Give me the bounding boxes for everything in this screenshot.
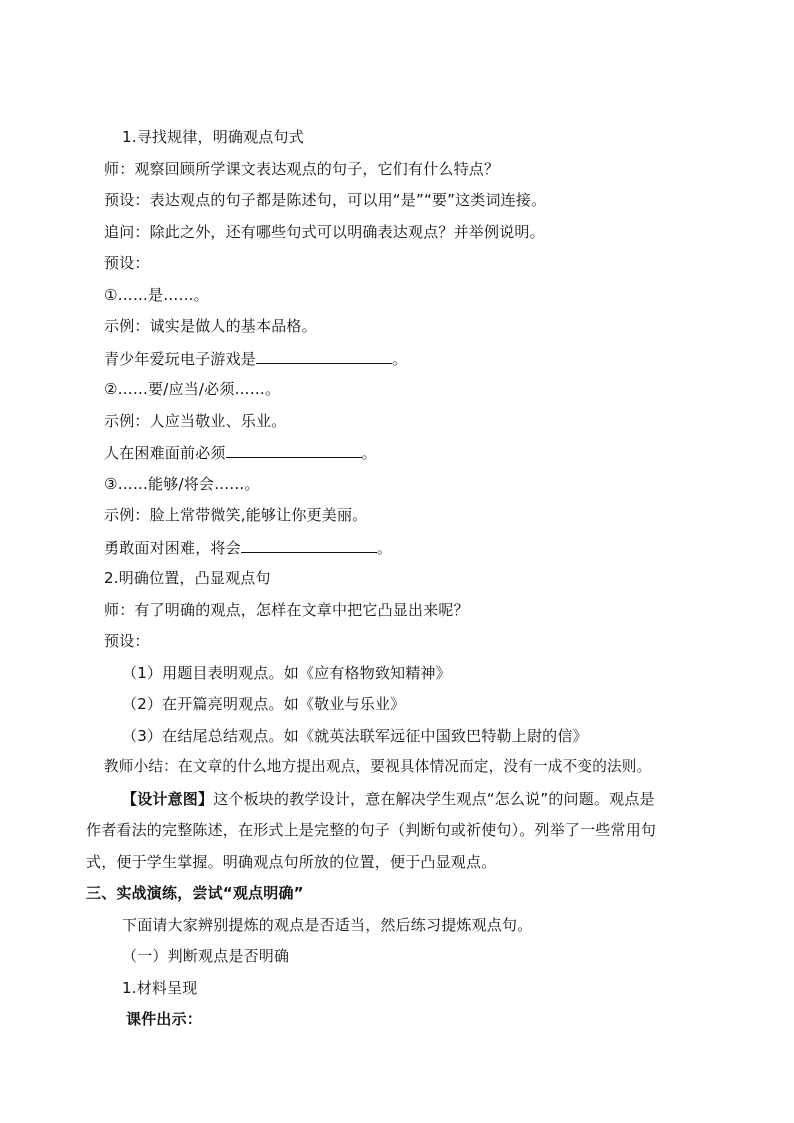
teacher-question-2: 师：有了明确的观点，怎样在文章中把它凸显出来呢？ [104,601,469,619]
pattern-3: ③……能够/将会……。 [104,475,260,493]
section-three-heading: 三、实战演练，尝试“观点明确” [86,884,304,902]
fill-in-3 [104,537,392,558]
fill-in-1-end: 。 [392,350,408,368]
example-2: 示例：人应当敬业、乐业。 [104,412,287,430]
teacher-question: 师：观察回顾所学课文表达观点的句子，它们有什么特点？ [104,160,500,178]
pattern-2: ②……要/应当/必须……。 [104,380,281,398]
position-1: （1）用题目表明观点。如《应有格物致知精神》 [122,664,451,682]
practice-intro: 下面请大家辨别提炼的观点是否适当，然后练习提炼观点句。 [122,916,533,934]
fill-in-1-text: 青少年爱玩电子游戏是 [104,350,257,368]
design-intent-cont-1: 作者看法的完整陈述，在形式上是完整的句子（判断句或祈使句）。列举了一些常用句 [86,821,657,839]
preset-answer: 预设：表达观点的句子都是陈述句，可以用“是”“要”这类词连接。 [104,191,547,209]
position-3: （3）在结尾总结观点。如《就英法联军远征中国致巴特勒上尉的信》 [122,727,588,745]
fill-in-2 [104,442,377,463]
example-1: 示例：诚实是做人的基本品格。 [104,317,317,335]
material-heading: 1.材料呈现 [122,979,198,997]
fill-blank-3[interactable] [241,537,377,553]
courseware-label: 课件出示： [126,1010,203,1028]
design-intent [122,789,655,809]
fill-in-2-end: 。 [361,444,377,462]
fill-in-1 [104,348,407,369]
heading-find-pattern: 1.寻找规律，明确观点句式 [122,128,304,146]
fill-blank-1[interactable] [256,348,392,364]
subsection-one: （一）判断观点是否明确 [122,947,290,965]
fill-in-3-end: 。 [376,539,393,557]
fill-blank-2[interactable] [226,442,362,458]
preset-label-2: 预设： [104,632,150,650]
teacher-summary: 教师小结：在文章的什么地方提出观点，要视具体情况而定，没有一成不变的法则。 [104,758,652,775]
heading-position: 2.明确位置，凸显观点句 [104,569,271,587]
fill-in-2-text: 人在困难面前必须 [104,444,226,462]
design-intent-text: 这个板块的教学设计，意在解决学生观点“怎么说”的问题。观点是 [213,790,655,808]
pattern-1: ①……是……。 [104,286,209,304]
fill-in-3-text: 勇敢面对困难，将会 [104,539,241,557]
example-3: 示例：脸上常带微笑,能够让你更美丽。 [104,506,368,524]
position-2: （2）在开篇亮明观点。如《敬业与乐业》 [122,695,406,713]
design-intent-cont-2: 式，便于学生掌握。明确观点句所放的位置，便于凸显观点。 [86,853,497,871]
design-intent-label: 【设计意图】 [122,790,214,808]
follow-up-question: 追问：除此之外，还有哪些句式可以明确表达观点？并举例说明。 [104,223,545,241]
preset-label: 预设： [104,254,150,272]
